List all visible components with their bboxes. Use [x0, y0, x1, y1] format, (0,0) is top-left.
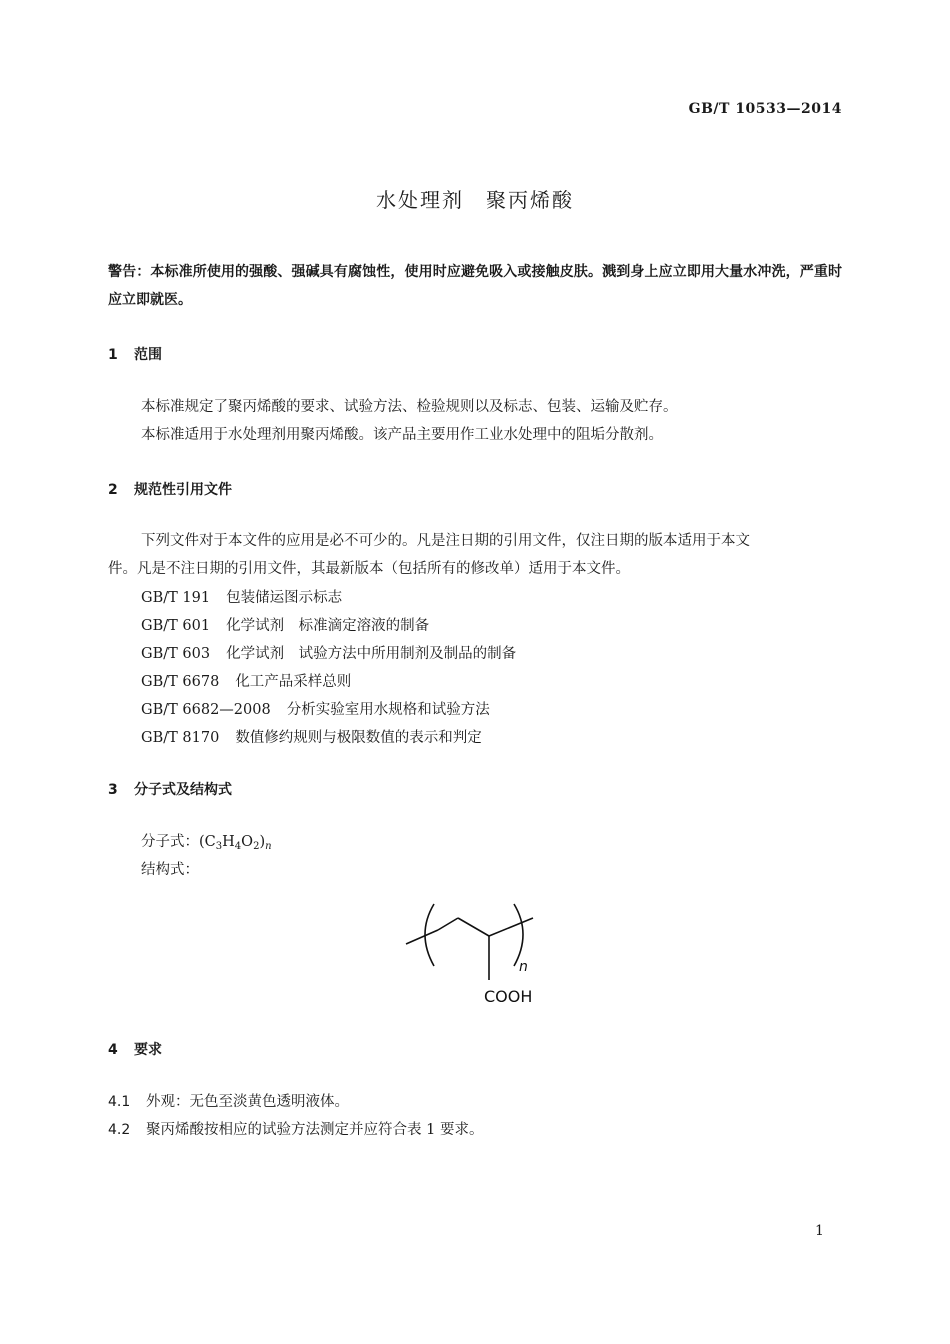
item-number: 4.2 [108, 1122, 131, 1138]
reference-title: 化学试剂 标准滴定溶液的制备 [226, 618, 430, 634]
molecular-formula: $(C_3H_4O_2)_n$ [199, 834, 272, 852]
document-title: 水处理剂 聚丙烯酸 [376, 188, 574, 212]
structural-formula [400, 900, 560, 1010]
standard-number: GB/T 10533—2014 [688, 101, 842, 117]
reference-code: GB/T 601 [141, 618, 211, 634]
reference-title: 数值修约规则与极限数值的表示和判定 [235, 730, 482, 746]
section-1-heading [108, 344, 162, 364]
section-title: 分子式及结构式 [134, 782, 232, 798]
section-3-heading [108, 779, 232, 799]
reference-title: 分析实验室用水规格和试验方法 [286, 702, 490, 718]
reference-code: GB/T 6682—2008 [141, 702, 271, 718]
reference-title: 化工产品采样总则 [235, 674, 352, 690]
left-bond [406, 930, 438, 944]
normative-intro-line-2: 件。凡是不注日期的引用文件，其最新版本（包括所有的修改单）适用于本文件。 [108, 561, 630, 577]
reference-item [141, 670, 351, 691]
page-number: 1 [815, 1223, 824, 1239]
requirement-item [108, 1116, 483, 1144]
section-2-heading [108, 479, 232, 499]
item-text: 聚丙烯酸按相应的试验方法测定并应符合表 1 要求。 [146, 1122, 484, 1138]
right-bond [489, 918, 533, 936]
reference-code: GB/T 191 [141, 590, 211, 606]
formula-label: 分子式： [141, 834, 199, 850]
reference-code: GB/T 8170 [141, 730, 220, 746]
backbone-bond [438, 918, 458, 930]
reference-item [141, 586, 342, 607]
structure-label: 结构式： [141, 862, 199, 878]
reference-code: GB/T 603 [141, 646, 211, 662]
section-title: 范围 [134, 347, 162, 363]
item-text: 外观：无色至淡黄色透明液体。 [146, 1094, 349, 1110]
section-number: 1 [108, 347, 118, 363]
section-4-heading [108, 1039, 162, 1059]
section-number: 3 [108, 782, 118, 798]
scope-paragraph-1: 本标准规定了聚丙烯酸的要求、试验方法、检验规则以及标志、包装、运输及贮存。 [141, 399, 678, 415]
reference-item [141, 726, 482, 747]
section-title: 要求 [134, 1042, 162, 1058]
backbone-bond [458, 918, 489, 936]
scope-paragraph-2: 本标准适用于水处理剂用聚丙烯酸。该产品主要用作工业水处理中的阻垢分散剂。 [141, 427, 663, 443]
reference-item [141, 698, 490, 719]
section-number: 2 [108, 482, 118, 498]
item-number: 4.1 [108, 1094, 131, 1110]
reference-title: 包装储运图示标志 [226, 590, 343, 606]
repeat-subscript: n [519, 959, 528, 975]
reference-item [141, 642, 516, 663]
section-number: 4 [108, 1042, 118, 1058]
reference-item [141, 614, 429, 635]
safety-warning: 警告：本标准所使用的强酸、强碱具有腐蚀性，使用时应避免吸入或接触皮肤。溅到身上应立即用大量水冲洗，严重时应立即就医。 [108, 264, 842, 308]
normative-intro-line-1: 下列文件对于本文件的应用是必不可少的。凡是注日期的引用文件，仅注日期的版本适用于本文 [141, 533, 750, 549]
reference-title: 化学试剂 试验方法中所用制剂及制品的制备 [226, 646, 517, 662]
reference-code: GB/T 6678 [141, 674, 220, 690]
carboxyl-group: COOH [484, 987, 533, 1006]
requirement-item [108, 1088, 349, 1116]
section-title: 规范性引用文件 [134, 482, 232, 498]
right-parenthesis [514, 904, 523, 966]
